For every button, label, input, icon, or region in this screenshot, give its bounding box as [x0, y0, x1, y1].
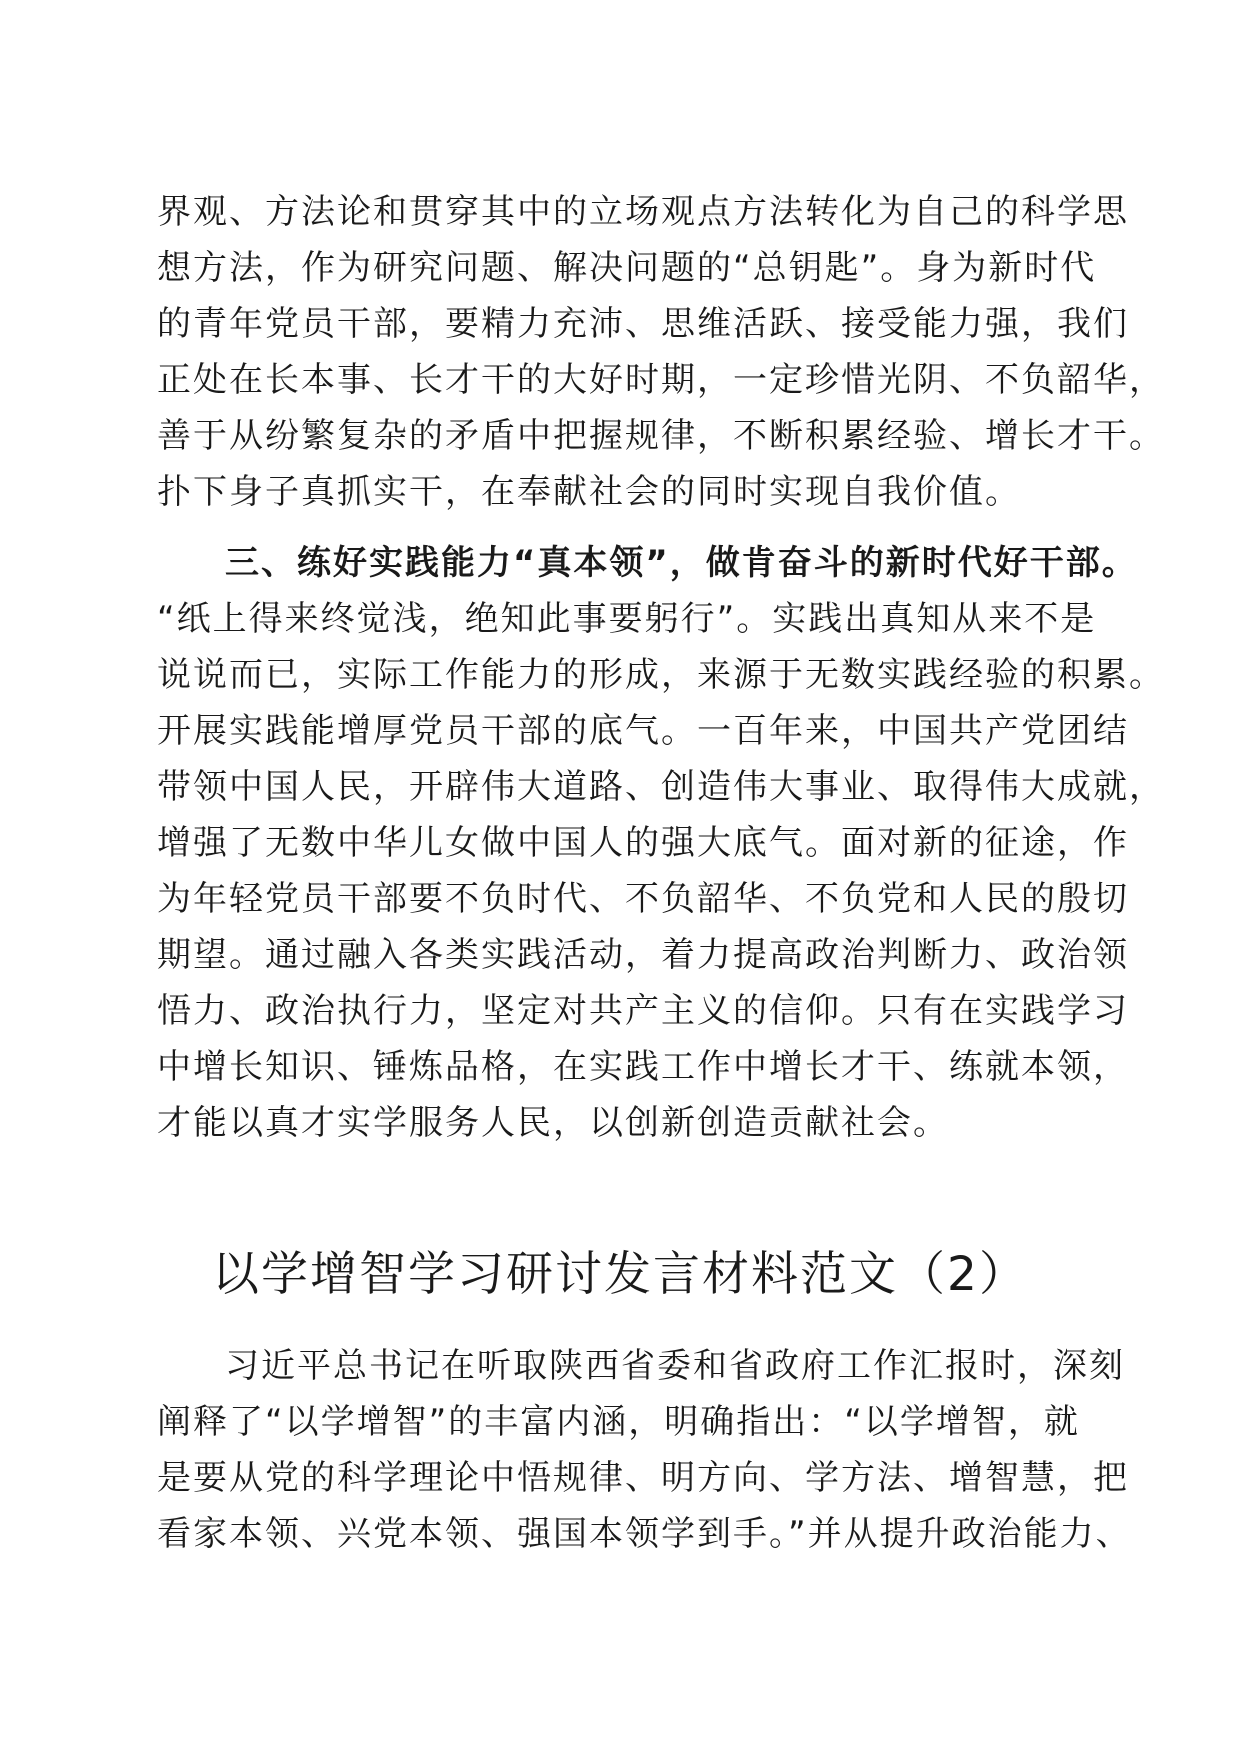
- paragraph-line: 的青年党员干部，要精力充沛、思维活跃、接受能力强，我们: [157, 304, 1129, 344]
- paragraph-line: 正处在长本事、长才干的大好时期，一定珍惜光阴、不负韶华，: [157, 360, 1165, 400]
- article-title: 以学增智学习研讨发言材料范文（2）: [212, 1247, 1028, 1302]
- paragraph-line: 增强了无数中华儿女做中国人的强大底气。面对新的征途，作: [157, 823, 1129, 863]
- paragraph-line: 习近平总书记在听取陕西省委和省政府工作汇报时，深刻: [225, 1346, 1125, 1386]
- paragraph-line: 悟力、政治执行力，坚定对共产主义的信仰。只有在实践学习: [157, 991, 1129, 1031]
- paragraph-line: 开展实践能增厚党员干部的底气。一百年来，中国共产党团结: [157, 711, 1129, 751]
- paragraph-line: 说说而已，实际工作能力的形成，来源于无数实践经验的积累。: [157, 655, 1165, 695]
- paragraph-line: 为年轻党员干部要不负时代、不负韶华、不负党和人民的殷切: [157, 879, 1129, 919]
- paragraph-line: 中增长知识、锤炼品格，在实践工作中增长才干、练就本领，: [157, 1047, 1129, 1087]
- paragraph-line: 是要从党的科学理论中悟规律、明方向、学方法、增智慧，把: [157, 1458, 1129, 1498]
- paragraph-line: 期望。通过融入各类实践活动，着力提高政治判断力、政治领: [157, 935, 1129, 975]
- paragraph-line: 想方法，作为研究问题、解决问题的“总钥匙”。身为新时代: [157, 248, 1097, 288]
- paragraph-line: 扑下身子真抓实干，在奉献社会的同时实现自我价值。: [157, 472, 1021, 512]
- paragraph-line: 善于从纷繁复杂的矛盾中把握规律，不断积累经验、增长才干。: [157, 416, 1165, 456]
- paragraph-line: “纸上得来终觉浅，绝知此事要躬行”。实践出真知从来不是: [157, 599, 1097, 639]
- paragraph-line: 界观、方法论和贯穿其中的立场观点方法转化为自己的科学思: [157, 192, 1129, 232]
- paragraph-line: 才能以真才实学服务人民，以创新创造贡献社会。: [157, 1103, 949, 1143]
- paragraph-line: 看家本领、兴党本领、强国本领学到手。”并从提升政治能力、: [157, 1514, 1132, 1554]
- section-heading: 三、练好实践能力“真本领”，做肯奋斗的新时代好干部。: [225, 543, 1138, 583]
- paragraph-line: 阐释了“以学增智”的丰富内涵，明确指出：“以学增智，就: [157, 1402, 1080, 1442]
- paragraph-line: 带领中国人民，开辟伟大道路、创造伟大事业、取得伟大成就，: [157, 767, 1165, 807]
